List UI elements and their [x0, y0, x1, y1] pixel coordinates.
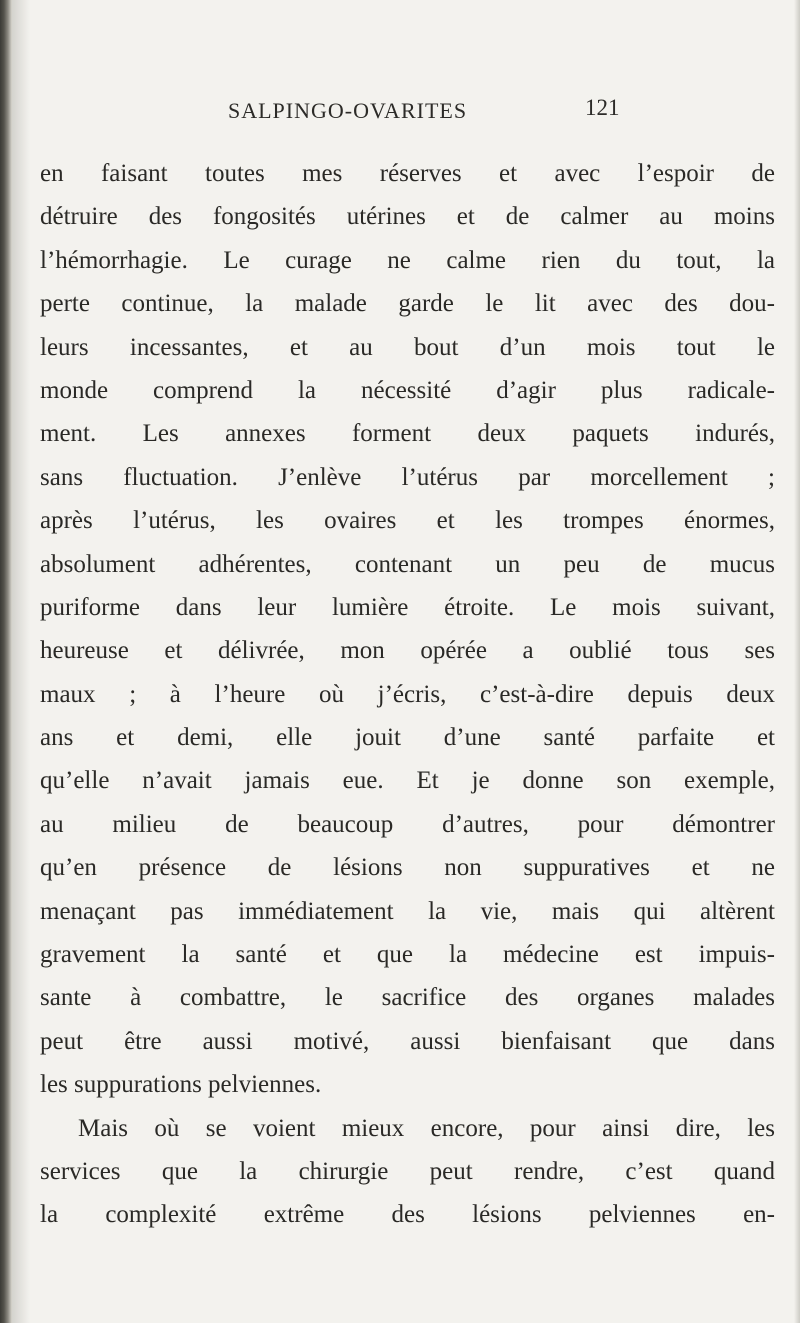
text-line: ans et demi, elle jouit d’une santé parfaite et [40, 724, 775, 752]
text-line: qu’en présence de lésions non suppuratives et ne [40, 854, 775, 882]
text-line: peut être aussi motivé, aussi bienfaisant que dans [40, 1027, 775, 1055]
text-line: perte continue, la malade garde le lit avec des dou- [40, 290, 775, 318]
text-line: sans fluctuation. J’enlève l’utérus par morcellement ; [40, 463, 775, 491]
gutter-shadow [12, 0, 30, 1323]
text-line: en faisant toutes mes réserves et avec l’espoir de [40, 160, 775, 187]
text-line: la complexité extrême des lésions pelviennes en- [40, 1201, 775, 1229]
text-line: maux ; à l’heure où j’écris, c’est-à-dire depuis deux [40, 680, 775, 708]
text-line: puriforme dans leur lumière étroite. Le mois suivant, [40, 593, 775, 621]
text-line: heureuse et délivrée, mon opérée a oublié tous ses [40, 637, 775, 665]
text-line: monde comprend la nécessité d’agir plus radicale- [40, 376, 775, 404]
text-line: les suppurations pelviennes. [40, 1071, 322, 1099]
text-line: gravement la santé et que la médecine est impuis- [40, 941, 775, 969]
text-line: l’hémorrhagie. Le curage ne calme rien du tout, la [40, 246, 775, 274]
text-line: détruire des fongosités utérines et de calmer au moins [40, 203, 775, 231]
text-line: sante à combattre, le sacrifice des organes malades [40, 984, 775, 1012]
text-line: menaçant pas immédiatement la vie, mais qui altèrent [40, 897, 775, 925]
text-line: services que la chirurgie peut rendre, c’est quand [40, 1157, 775, 1185]
text-line: après l’utérus, les ovaires et les trompes énormes, [40, 507, 775, 535]
book-binding-edge [0, 0, 12, 1323]
text-line: leurs incessantes, et au bout d’un mois tout le [40, 333, 775, 361]
text-line: qu’elle n’avait jamais eue. Et je donne son exemple, [40, 767, 775, 795]
page-number: 121 [585, 95, 620, 120]
running-head: SALPINGO-OVARITES [228, 98, 468, 123]
page-edge-shadow [794, 0, 800, 1323]
text-line: au milieu de beaucoup d’autres, pour démontrer [40, 810, 775, 838]
text-line: ment. Les annexes forment deux paquets indurés, [40, 420, 775, 448]
text-line: Mais où se voient mieux encore, pour ainsi dire, les [78, 1114, 775, 1142]
text-line: absolument adhérentes, contenant un peu de mucus [40, 550, 775, 578]
body-text [40, 152, 775, 1237]
